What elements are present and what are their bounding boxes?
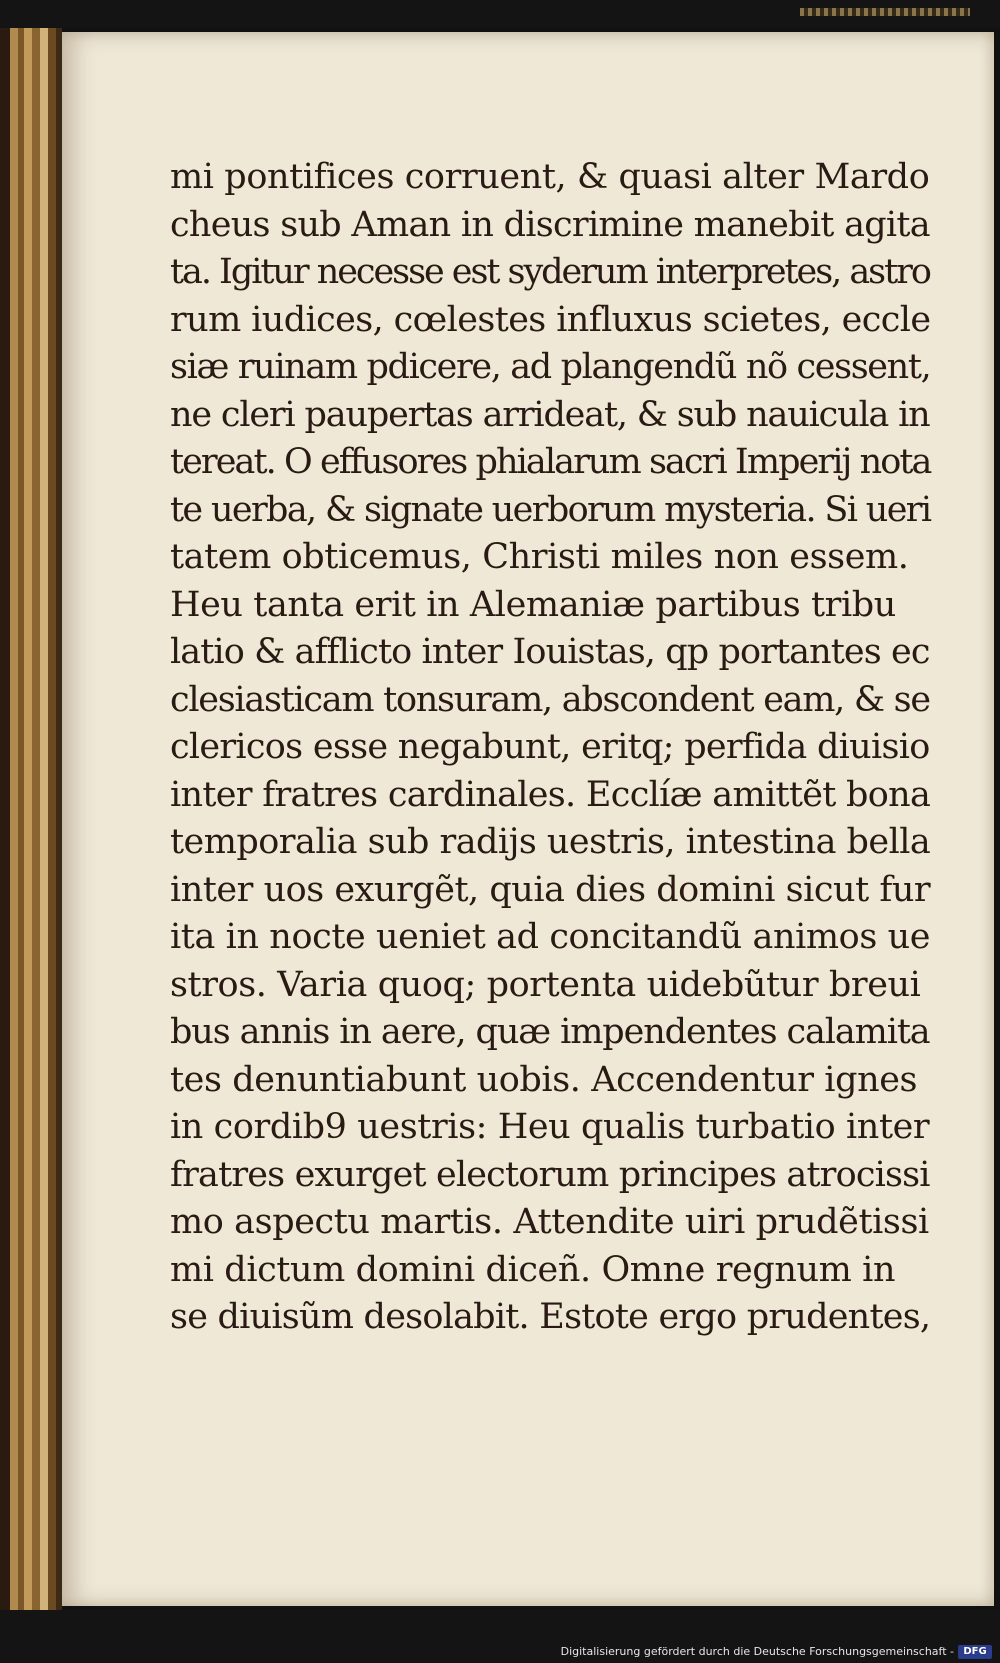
funding-credit: Digitalisierung gefördert durch die Deutsche Forschungsgemeinschaft -	[560, 1645, 954, 1658]
text-line: inter uos exurgẽt, quia dies domini sicut fur	[170, 869, 931, 910]
book-page	[62, 32, 994, 1606]
text-line: tereat. O effusores phialarum sacri Imperij nota	[170, 442, 931, 482]
text-line: mi pontifices corruent, & quasi alter Mardo	[170, 157, 930, 197]
text-line: tatem obticemus, Christi miles non essem.	[170, 537, 909, 577]
text-line: latio & afflicto inter Iouistas, qp portantes ec	[170, 632, 930, 672]
text-line: clericos esse negabunt, eritq; perfida diuisio	[170, 727, 930, 767]
text-line: ta. Igitur necesse est syderum interpretes, astro	[170, 252, 930, 292]
text-line: te uerba, & signate uerborum mysteria. Si ueri	[170, 489, 931, 530]
text-line: Heu tanta erit in Alemaniæ partibus tribu	[170, 584, 896, 625]
text-line: bus annis in aere, quæ impendentes calamita	[170, 1012, 930, 1052]
bottom-scan-border	[0, 1610, 1000, 1663]
book-spine-edge	[0, 28, 62, 1610]
text-line: temporalia sub radijs uestris, intestina bella	[170, 822, 931, 862]
text-line: clesiasticam tonsuram, abscondent eam, & se	[170, 679, 930, 720]
text-line: fratres exurget electorum principes atrocissi	[170, 1154, 930, 1195]
text-line: siæ ruinam pdicere, ad plangendũ nõ cessent,	[170, 347, 931, 387]
text-line: se diuisũm desolabit. Estote ergo prudentes,	[170, 1297, 931, 1337]
text-line: rum iudices, cœlestes influxus scietes, eccle	[170, 299, 931, 340]
text-line: tes denuntiabunt uobis. Accendentur ignes	[170, 1059, 918, 1100]
top-scan-border	[0, 0, 1000, 28]
text-line: stros. Varia quoq; portenta uidebũtur breui	[170, 964, 921, 1005]
text-line: in cordib9 uestris: Heu qualis turbatio inter	[170, 1107, 930, 1147]
text-line: inter fratres cardinales. Ecclíæ amittẽt bona	[170, 774, 931, 815]
text-line: ne cleri paupertas arrideat, & sub nauicula in	[170, 394, 930, 435]
page-text-block	[170, 154, 930, 1342]
text-line: cheus sub Aman in discrimine manebit agita	[170, 204, 930, 245]
book-edge-decoration	[800, 8, 970, 16]
text-line: mi dictum domini diceñ. Omne regnum in	[170, 1249, 896, 1290]
dfg-logo: DFG	[958, 1645, 992, 1659]
text-line: ita in nocte ueniet ad concitandũ animos ue	[170, 917, 931, 957]
text-line: mo aspectu martis. Attendite uiri prudẽtissi	[170, 1202, 929, 1242]
